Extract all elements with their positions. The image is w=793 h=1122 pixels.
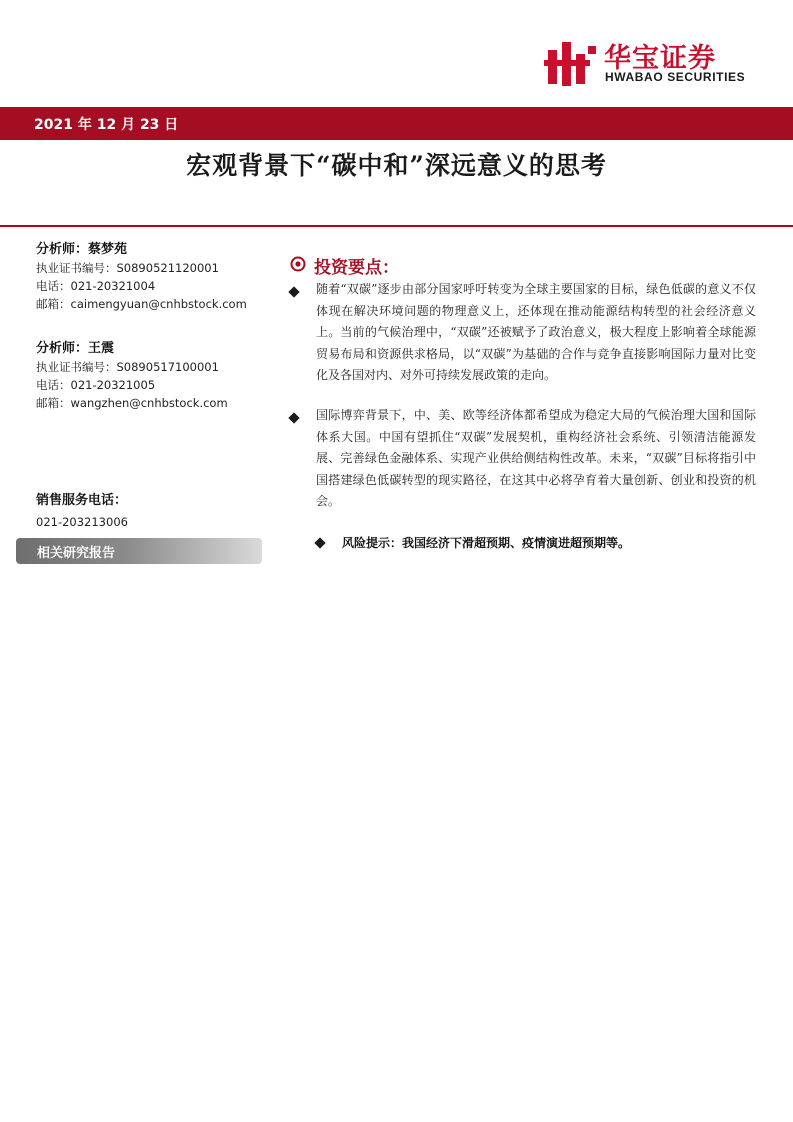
analyst-phone: 电话：021-20321005 xyxy=(36,378,156,392)
bullet-diamond-icon xyxy=(288,286,299,297)
analyst-block-1 xyxy=(36,241,266,313)
bullet-text: 随着“双碳”逐步由部分国家呼吁转变为全球主要国家的目标，绿色低碳的意义不仅体现在解决环境问题的物理意义上，还体现在推动能源结构转型的社会经济意义上。当前的气候治理中，“双碳”还被赋予了政治意义，极大程度上影响着全球能源贸易布局和资源供求格局，以“双碳”为基础的合作与竞争直接影响国际力量对比变化及各国对内、对外可持续发展政策的走向。 xyxy=(316,282,756,382)
analyst-heading: 分析师：蔡梦苑 xyxy=(36,242,128,257)
title-divider xyxy=(0,225,793,227)
related-reports-bar[interactable] xyxy=(16,538,262,564)
hwabao-logo-mark-icon xyxy=(544,40,600,88)
analyst-block-2 xyxy=(36,340,266,412)
risk-text: 风险提示：我国经济下滑超预期、疫情演进超预期等。 xyxy=(342,536,631,550)
related-reports-label: 相关研究报告 xyxy=(37,546,116,561)
analyst-email[interactable]: 邮箱：wangzhen@cnhbstock.com xyxy=(36,396,228,410)
date-banner xyxy=(0,107,793,140)
analyst-phone: 电话：021-20321004 xyxy=(36,279,156,293)
logo-name-cn: 华宝证券 xyxy=(604,43,716,74)
analyst-email-link[interactable]: wangzhen@cnhbstock.com xyxy=(70,396,228,410)
logo-name-en: HWABAO SECURITIES xyxy=(605,70,746,84)
bullet-text: 国际博弈背景下，中、美、欧等经济体都希望成为稳定大局的气候治理大国和国际体系大国。中国有望抓住“双碳”发展契机，重构经济社会系统、引领清洁能源发展、完善绿色金融体系、实现产业供给侧结构性改革。未来，“双碳”目标将指引中国搭建绿色低碳转型的现实路径，在这其中必将孕育着大量创新、创业和投资的机会。 xyxy=(316,408,756,508)
bullet-diamond-icon xyxy=(288,412,299,423)
analyst-name: 蔡梦苑 xyxy=(88,242,128,257)
target-icon xyxy=(290,256,306,272)
company-logo xyxy=(544,36,774,92)
bullet-diamond-icon xyxy=(314,537,325,548)
analyst-email-link[interactable]: caimengyuan@cnhbstock.com xyxy=(70,297,247,311)
investment-points-title: 投资要点： xyxy=(314,258,399,278)
analyst-email[interactable]: 邮箱：caimengyuan@cnhbstock.com xyxy=(36,297,247,311)
sales-phone: 021-203213006 xyxy=(36,515,128,529)
analyst-cert: 执业证书编号：S0890521120001 xyxy=(36,261,219,275)
analyst-name: 王震 xyxy=(88,341,115,356)
sales-label: 销售服务电话： xyxy=(36,493,128,508)
analyst-heading: 分析师：王震 xyxy=(36,341,115,356)
analyst-cert: 执业证书编号：S0890517100001 xyxy=(36,360,219,374)
report-date: 2021 年 12 月 23 日 xyxy=(34,117,179,133)
report-title: 宏观背景下“碳中和”深远意义的思考 xyxy=(186,151,607,180)
sales-block xyxy=(36,492,266,531)
